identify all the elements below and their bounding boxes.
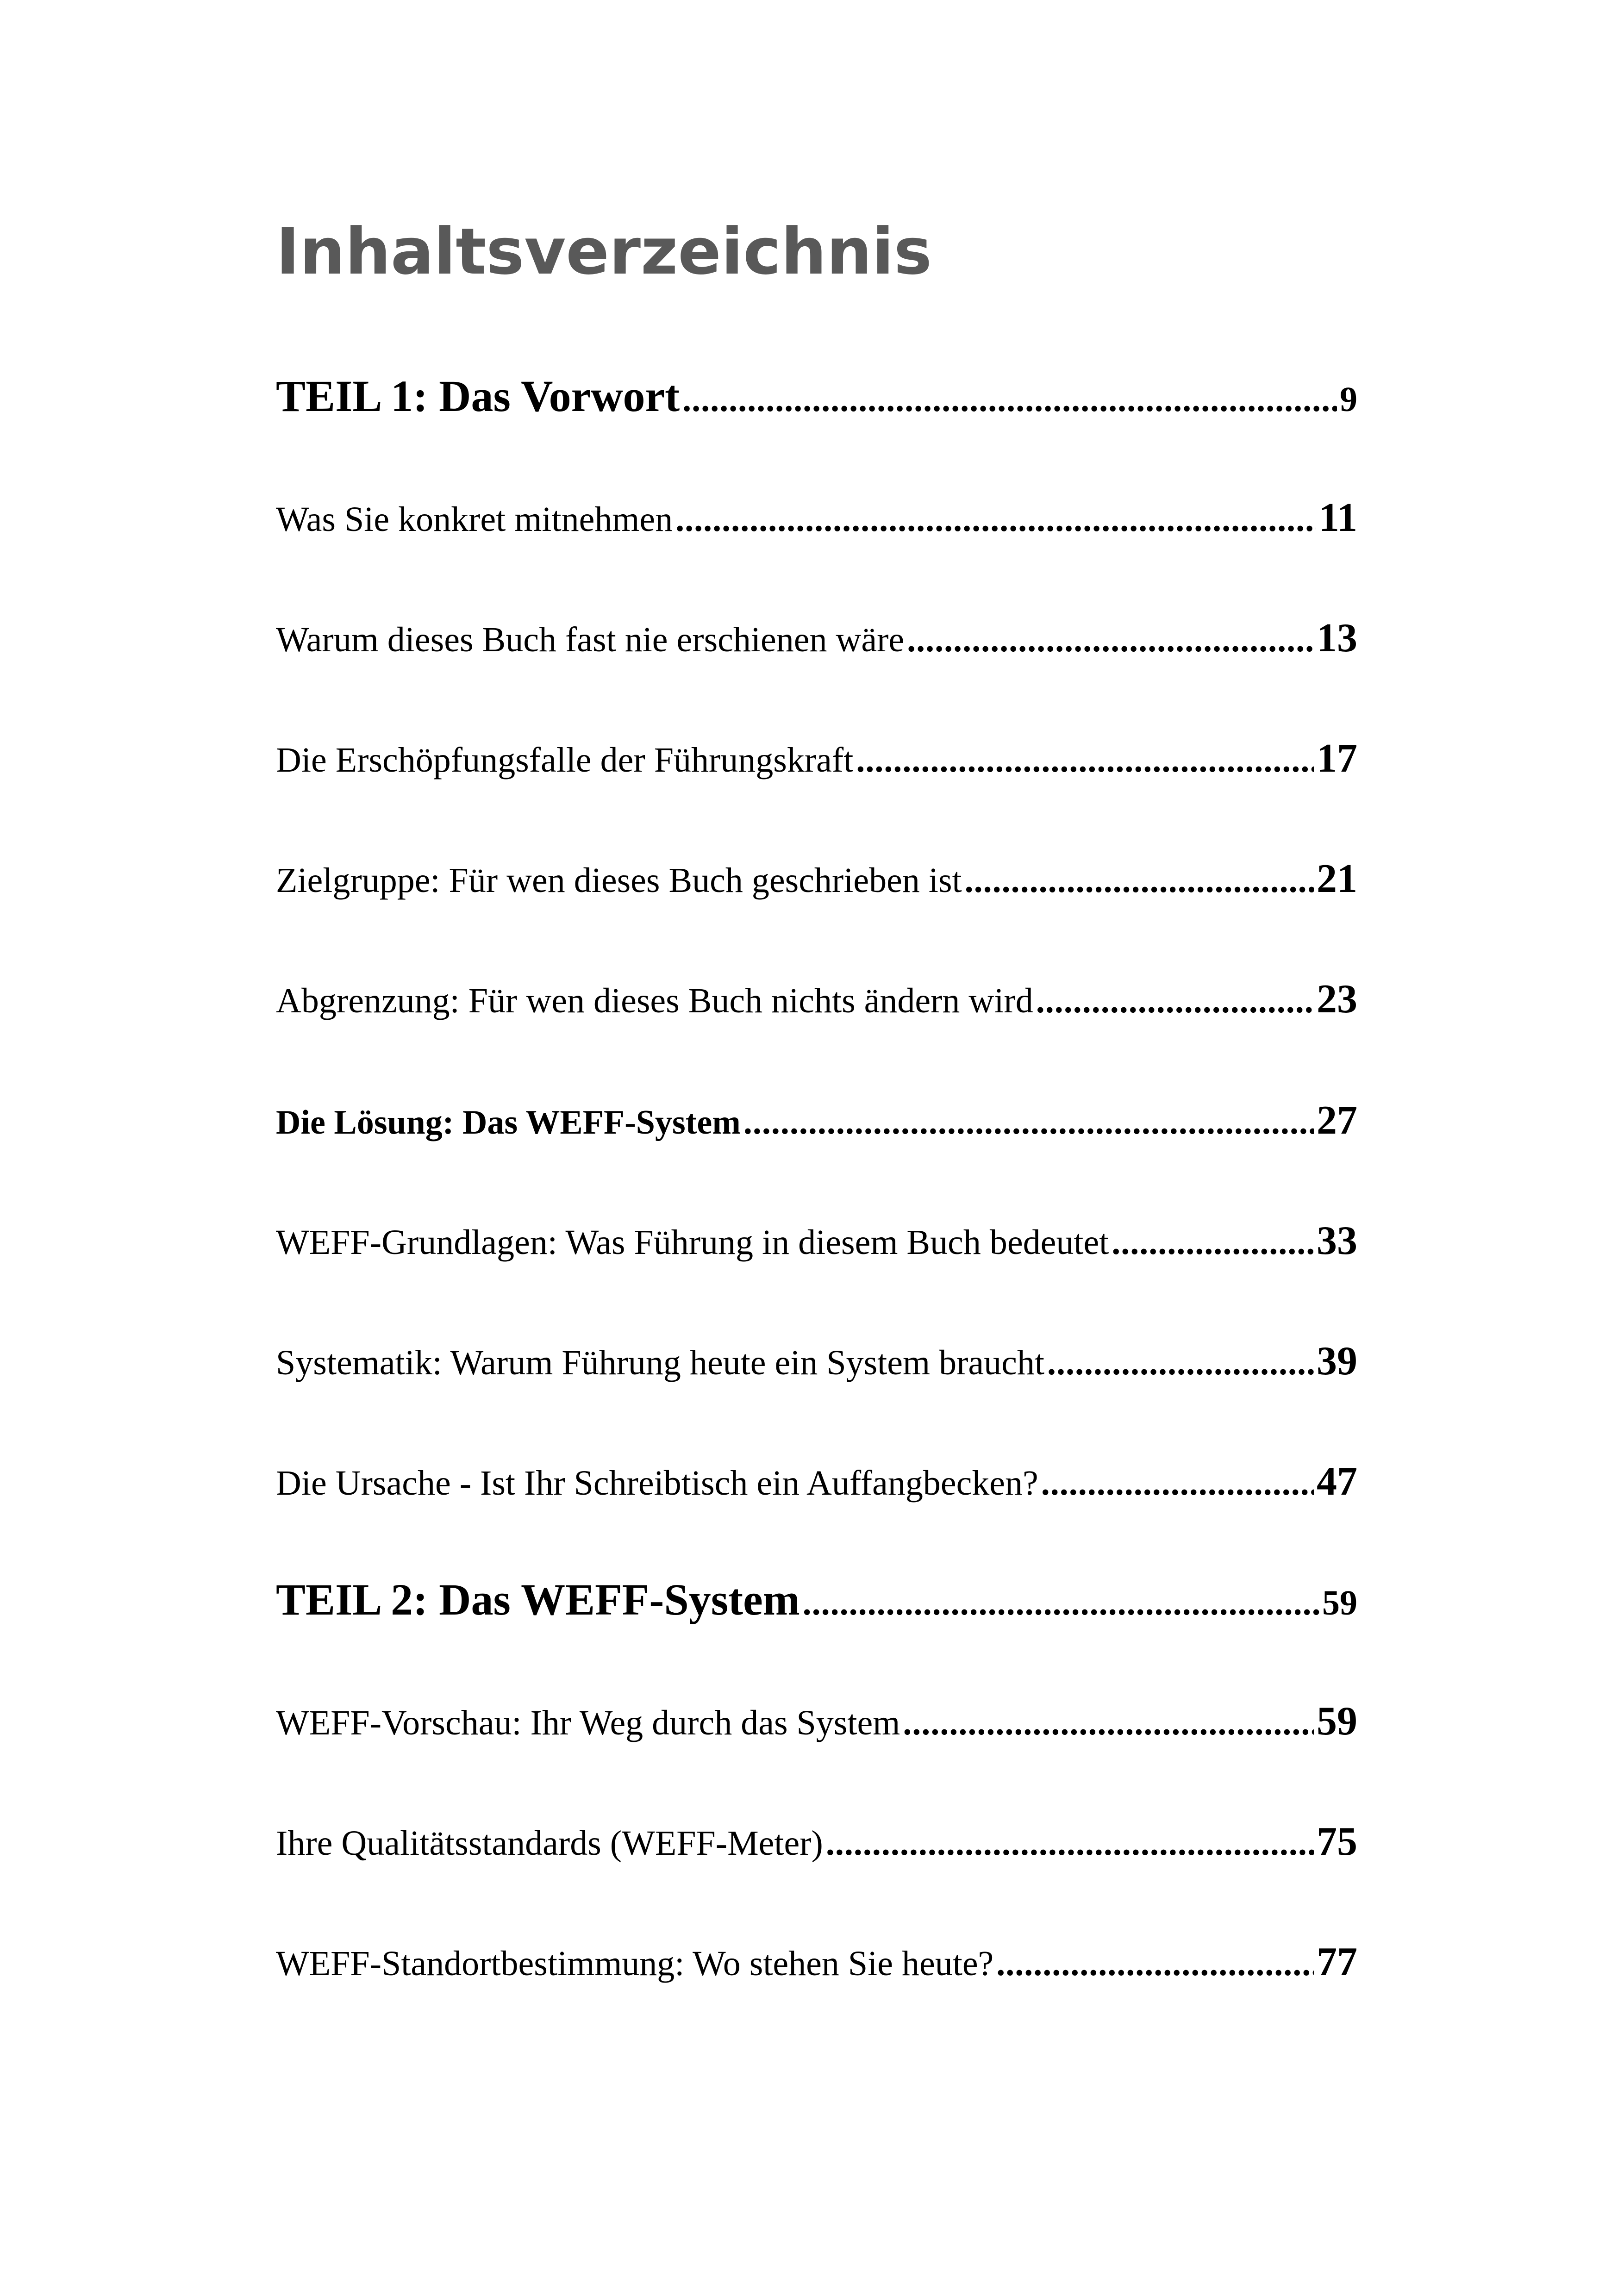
toc-entry-title: WEFF-Standortbestimmung: Wo stehen Sie heute? xyxy=(276,1944,994,1983)
toc-leader-dots xyxy=(856,740,1314,780)
toc-entry-page: 75 xyxy=(1317,1819,1357,1864)
toc-leader-dots xyxy=(675,499,1316,540)
toc-entry xyxy=(276,1698,1357,1745)
toc-entry-page: 47 xyxy=(1317,1459,1357,1504)
toc-entry-page: 39 xyxy=(1317,1339,1357,1384)
toc-leader-dots xyxy=(1041,1463,1314,1503)
toc-entry xyxy=(276,1939,1357,1985)
toc-leader-dots xyxy=(803,1583,1319,1623)
toc-leader-dots xyxy=(1036,981,1314,1021)
toc-entry-title: Ihre Qualitätsstandards (WEFF-Meter) xyxy=(276,1824,823,1863)
toc-entry-part xyxy=(276,370,1357,422)
toc-entry-page: 17 xyxy=(1317,736,1357,781)
toc-leader-dots xyxy=(1047,1343,1314,1383)
toc-entry-page: 23 xyxy=(1317,977,1357,1022)
toc-entry xyxy=(276,1818,1357,1865)
toc-entry-title: Die Lösung: Das WEFF-System xyxy=(276,1104,741,1141)
toc-entry-title: TEIL 2: Das WEFF-System xyxy=(276,1575,800,1624)
toc-heading: Inhaltsverzeichnis xyxy=(276,214,932,289)
toc-entry xyxy=(276,615,1357,661)
toc-entry-page: 21 xyxy=(1317,856,1357,901)
toc-entry-page: 59 xyxy=(1317,1699,1357,1744)
toc-list xyxy=(276,0,1357,2295)
toc-leader-dots xyxy=(682,380,1337,420)
toc-entry xyxy=(276,735,1357,782)
toc-entry xyxy=(276,1338,1357,1384)
toc-leader-dots xyxy=(996,1944,1314,1984)
toc-entry xyxy=(276,1217,1357,1264)
toc-entry xyxy=(276,976,1357,1023)
toc-entry-title: Die Ursache - Ist Ihr Schreibtisch ein Auffangbecken? xyxy=(276,1464,1038,1503)
toc-entry-title: Die Erschöpfungsfalle der Führungskraft xyxy=(276,741,854,780)
toc-entry-title: Abgrenzung: Für wen dieses Buch nichts ändern wird xyxy=(276,981,1033,1020)
toc-leader-dots xyxy=(826,1823,1314,1864)
toc-entry-part xyxy=(276,1574,1357,1625)
toc-entry-page: 59 xyxy=(1322,1584,1357,1622)
toc-leader-dots xyxy=(965,861,1314,901)
toc-leader-dots xyxy=(907,620,1314,660)
toc-entry xyxy=(276,1458,1357,1505)
toc-entry xyxy=(276,855,1357,902)
toc-leader-dots xyxy=(743,1102,1314,1142)
toc-leader-dots xyxy=(1112,1222,1314,1263)
toc-entry-page: 11 xyxy=(1318,495,1357,540)
toc-entry-bold xyxy=(276,1097,1357,1144)
toc-entry-title: Warum dieses Buch fast nie erschienen wäre xyxy=(276,620,905,659)
toc-entry-title: Zielgruppe: Für wen dieses Buch geschrieben ist xyxy=(276,861,962,900)
toc-entry-title: Was Sie konkret mitnehmen xyxy=(276,500,673,539)
toc-entry-page: 77 xyxy=(1317,1940,1357,1984)
toc-entry-page: 33 xyxy=(1317,1218,1357,1263)
toc-entry-page: 13 xyxy=(1317,616,1357,661)
toc-leader-dots xyxy=(903,1703,1314,1743)
toc-entry-title: TEIL 1: Das Vorwort xyxy=(276,371,680,421)
toc-entry-title: WEFF-Vorschau: Ihr Weg durch das System xyxy=(276,1703,900,1742)
toc-entry-title: WEFF-Grundlagen: Was Führung in diesem Buch bedeutet xyxy=(276,1223,1109,1262)
toc-entry-page: 27 xyxy=(1317,1098,1357,1143)
toc-entry xyxy=(276,494,1357,541)
toc-entry-title: Systematik: Warum Führung heute ein System braucht xyxy=(276,1343,1045,1382)
toc-entry-page: 9 xyxy=(1340,380,1357,419)
